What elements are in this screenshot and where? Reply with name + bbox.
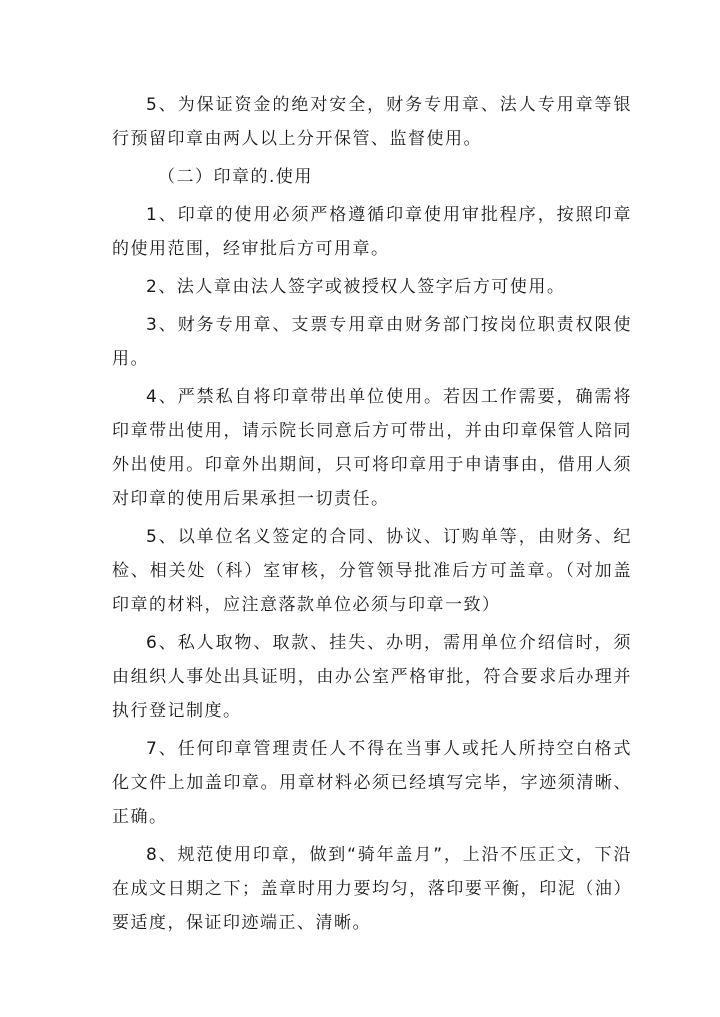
paragraph-item-5-safety: 5、为保证资金的绝对安全，财务专用章、法人专用章等银行预留印章由两人以上分开保管、监督使用。 <box>112 95 632 149</box>
section-heading-seal-usage: （二）印章的.使用 <box>158 167 313 187</box>
document-body <box>112 88 632 940</box>
paragraph-item-4: 4、严禁私自将印章带出单位使用。若因工作需要，确需将印章带出使用，请示院长同意后方可带出，并由印章保管人陪同外出使用。印章外出期间，只可将印章用于申请事由，借用人须对印章的使用后果承担一切责任。 <box>112 387 632 509</box>
paragraph-item-2: 2、法人章由法人签字或被授权人签字后方可使用。 <box>146 277 566 297</box>
paragraph-item-7: 7、任何印章管理责任人不得在当事人或托人所持空白格式化文件上加盖印章。用章材料必须已经填写完毕，字迹须清晰、正确。 <box>112 739 632 827</box>
paragraph-item-3: 3、财务专用章、支票专用章由财务部门按岗位职责权限使用。 <box>112 315 632 369</box>
paragraph-item-6: 6、私人取物、取款、挂失、办明，需用单位介绍信时，须由组织人事处出具证明，由办公室严格审批，符合要求后办理并执行登记制度。 <box>112 633 632 721</box>
paragraph-item-1: 1、印章的使用必须严格遵循印章使用审批程序，按照印章的使用范围，经审批后方可用章。 <box>112 205 632 259</box>
paragraph-item-8: 8、规范使用印章，做到“骑年盖月”，上沿不压正文，下沿在成文日期之下；盖章时用力要均匀，落印要平衡，印泥（油）要适度，保证印迹端正、清晰。 <box>112 845 632 933</box>
paragraph-item-5: 5、以单位名义签定的合同、协议、订购单等，由财务、纪检、相关处（科）室审核，分管领导批准后方可盖章。（对加盖印章的材料，应注意落款单位必须与印章一致） <box>112 527 632 615</box>
